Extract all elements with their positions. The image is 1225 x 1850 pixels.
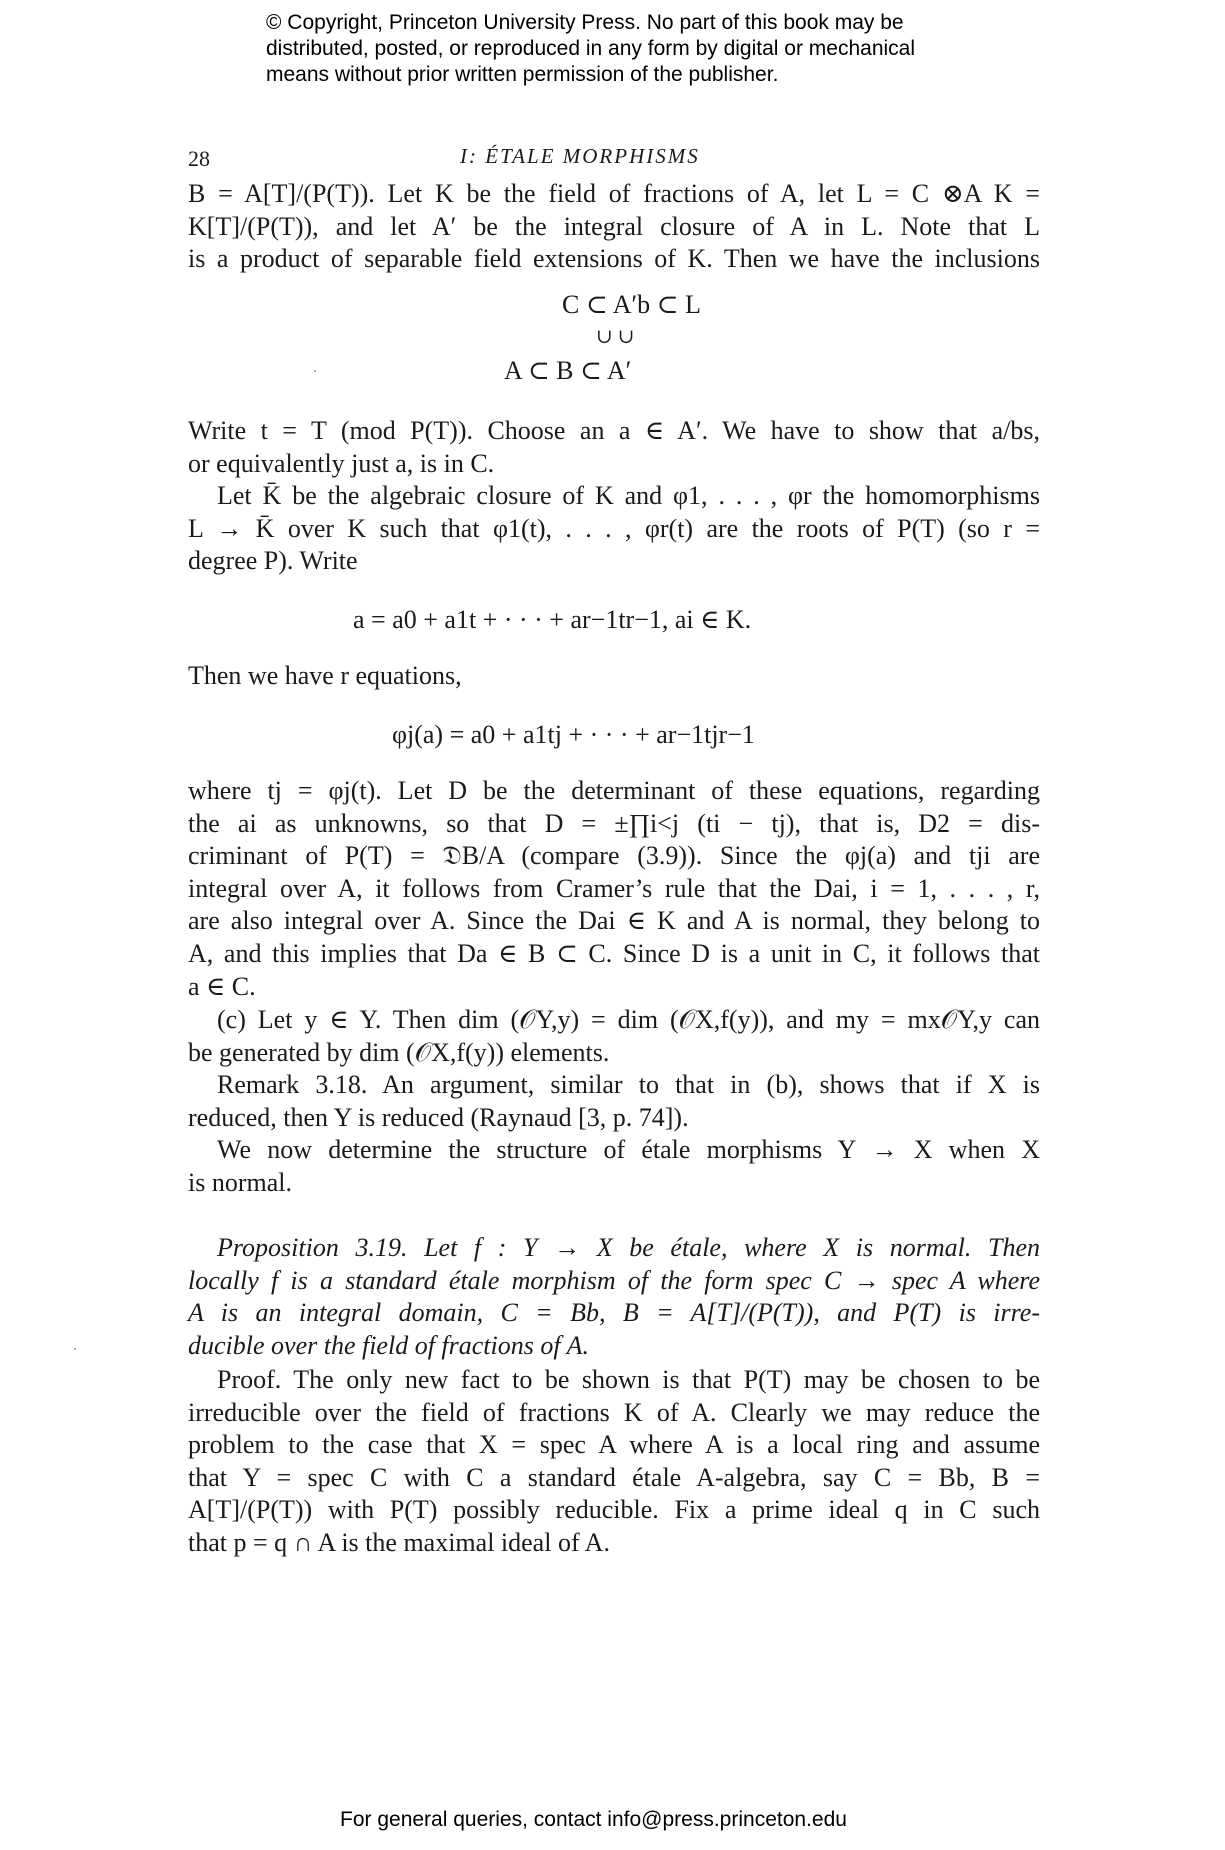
text-line: irreducible over the field of fractions K of A. Clearly we may reduce the [188, 1397, 1040, 1427]
text-line: ducible over the field of fractions of A. [188, 1330, 590, 1360]
text-line: degree P). Write [188, 546, 358, 576]
text-line: is a product of separable field extensions of K. Then we have the inclusions [188, 244, 1040, 274]
text-line: We now determine the structure of étale morphisms Y → X when X [217, 1135, 1040, 1164]
text-line: or equivalently just a, is in C. [188, 448, 495, 478]
equation-a: a = a0 + a1t + · · · + ar−1tr−1, ai ∈ K. [353, 605, 752, 634]
paragraph-structure [188, 1134, 1040, 1199]
diagram-row-2: ∪ ∪ [596, 326, 635, 348]
text-line: Then we have r equations, [188, 661, 462, 690]
text-line: that p = q ∩ A is the maximal ideal of A. [188, 1527, 610, 1557]
text-line: reduced, then Y is reduced (Raynaud [3, p. 74]). [188, 1102, 689, 1132]
scan-speck [74, 1348, 76, 1350]
copyright-line: means without prior written permission of the publisher. [266, 63, 779, 86]
remark-3-18 [188, 1069, 1040, 1134]
paragraph-write-t [188, 415, 1040, 480]
copyright-line: © Copyright, Princeton University Press. No part of this book may be [266, 11, 904, 34]
text-line: A[T]/(P(T)) with P(T) possibly reducible. Fix a prime ideal q in C such [188, 1495, 1040, 1525]
text-line: is normal. [188, 1167, 292, 1197]
text-line: problem to the case that X = spec A where A is a local ring and assume [188, 1430, 1040, 1460]
text-line: integral over A, it follows from Cramer’s rule that the Dai, i = 1, . . . , r, [188, 873, 1040, 903]
proposition-3-19 [188, 1232, 1040, 1362]
text-line: B = A[T]/(P(T)). Let K be the field of fractions of A, let L = C ⊗A K = [188, 179, 1040, 208]
text-line: where tj = φj(t). Let D be the determinant of these equations, regarding [188, 776, 1040, 805]
diagram-row-3: A ⊂ B ⊂ A′ [504, 356, 632, 385]
copyright-line: distributed, posted, or reproduced in any form by digital or mechanical [266, 37, 916, 60]
footer-contact: For general queries, contact info@press.princeton.edu [340, 1808, 847, 1831]
text-line: A is an integral domain, C = Bb, B = A[T]/(P(T)), and P(T) is irre- [188, 1298, 1040, 1328]
equation-phi: φj(a) = a0 + a1tj + · · · + ar−1tjr−1 [392, 720, 755, 749]
paragraph-r-equations [188, 660, 1040, 693]
proof-paragraph [188, 1364, 1040, 1560]
text-line: criminant of P(T) = 𝔇B/A (compare (3.9)). Since the φj(a) and tji are [188, 841, 1040, 871]
page-number: 28 [188, 146, 210, 171]
diagram-row-1: C ⊂ A′b ⊂ L [562, 290, 701, 319]
paragraph-intro [188, 178, 1040, 276]
text-line: Let K̄ be the algebraic closure of K and φ1, . . . , φr the homomorphisms [217, 481, 1040, 510]
text-line: L → K̄ over K such that φ1(t), . . . , φr(t) are the roots of P(T) (so r = [188, 513, 1040, 543]
text-line: the ai as unknowns, so that D = ±∏i<j (ti − tj), that is, D2 = dis- [188, 808, 1040, 838]
text-line: are also integral over A. Since the Dai ∈ K and A is normal, they belong to [188, 906, 1040, 936]
text-line: A, and this implies that Da ∈ B ⊂ C. Since D is a unit in C, it follows that [188, 938, 1040, 968]
text-line: be generated by dim (𝒪X,f(y)) elements. [188, 1037, 610, 1067]
paragraph-closure [188, 480, 1040, 578]
text-line: Proof. The only new fact to be shown is that P(T) may be chosen to be [217, 1365, 1040, 1394]
text-line: (c) Let y ∈ Y. Then dim (𝒪Y,y) = dim (𝒪X,f(y)), and my = mx𝒪Y,y can [217, 1005, 1040, 1034]
paragraph-part-c [188, 1004, 1040, 1069]
text-line: Remark 3.18. An argument, similar to that in (b), shows that if X is [217, 1070, 1040, 1099]
running-head: I: ÉTALE MORPHISMS [460, 144, 700, 168]
text-line: a ∈ C. [188, 971, 256, 1001]
scan-speck [314, 370, 316, 372]
paragraph-determinant [188, 775, 1040, 1003]
text-line: locally f is a standard étale morphism of the form spec C → spec A where [188, 1265, 1040, 1295]
text-line: Proposition 3.19. Let f : Y → X be étale, where X is normal. Then [217, 1233, 1040, 1262]
copyright-notice [266, 10, 986, 88]
text-line: that Y = spec C with C a standard étale A-algebra, say C = Bb, B = [188, 1462, 1040, 1492]
text-line: K[T]/(P(T)), and let A′ be the integral closure of A in L. Note that L [188, 211, 1040, 241]
text-line: Write t = T (mod P(T)). Choose an a ∈ A′. We have to show that a/bs, [188, 416, 1040, 445]
